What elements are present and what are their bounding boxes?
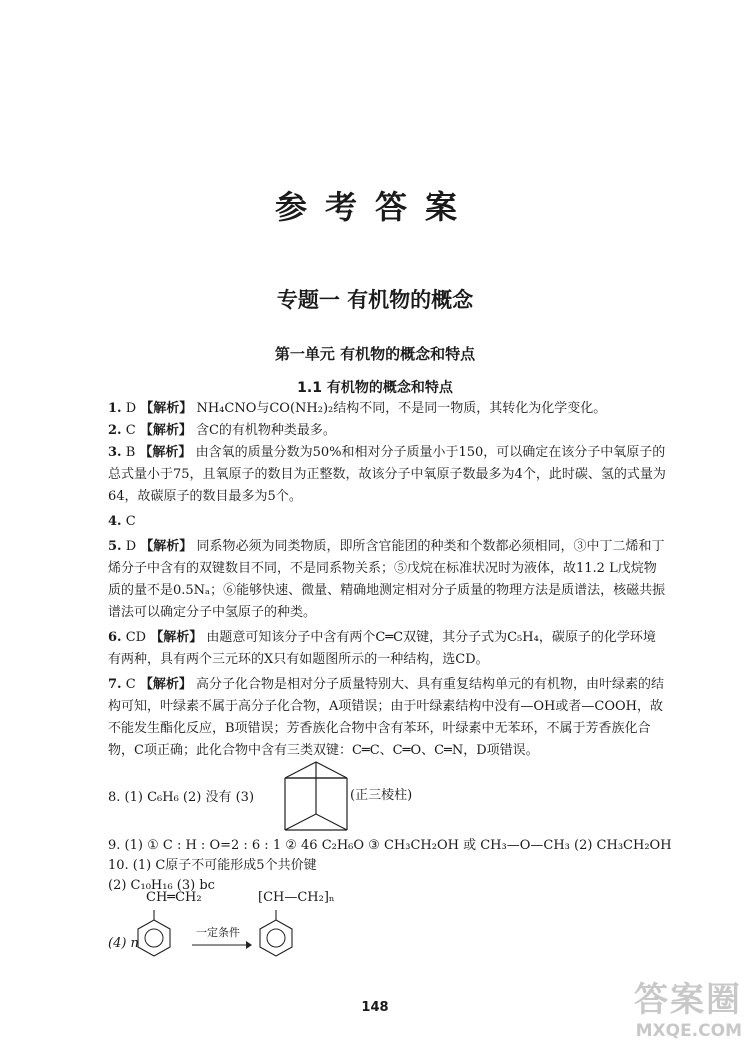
answer-item-8: 8. (1) C₆H₆ (2) 没有 (3) (正三棱柱) xyxy=(108,760,668,840)
answer-item: 3. B 【解析】 由含氧的质量分数为50%和相对分子质量小于150，可以确定在该分子中氧原子的总式量小于75，且氧原子的数目为正整数，故该分子中氧原子数最多为4个，此时碳、氢的式量为64，故碳原子的数目最多为5个。 xyxy=(108,445,666,504)
answer-item-10-2: (2) C₁₀H₁₆ (3) bc xyxy=(108,878,215,893)
polymerization-reaction xyxy=(108,890,408,980)
polymer-repeat-unit: [CH—CH₂]ₙ xyxy=(258,890,335,905)
reaction-arrow-icon xyxy=(192,940,252,950)
answer-items-9-10 xyxy=(108,836,678,896)
answer-item-10-1: 10. (1) C原子不可能形成5个共价键 xyxy=(108,858,317,873)
answer-item: 7. C 【解析】 高分子化合物是相对分子质量特别大、具有重复结构单元的有机物，由叶绿素的结构可知，叶绿素不属于高分子化合物，A项错误；由于叶绿素结构中没有—OH或者—COOH，故不能发生酯化反应，B项错误；芳香族化合物中含有苯环，叶绿素中无苯环，不属于芳香族化合物，C项正确；此化合物中含有三类双键：C═C、C═O、C═N，D项错误。 xyxy=(108,677,664,758)
page-title: 参考答案 xyxy=(274,188,475,226)
chapter-heading: 专题一 有机物的概念 xyxy=(276,288,474,312)
polystyrene-benzene-ring xyxy=(258,910,302,964)
page-number: 148 xyxy=(361,1000,389,1015)
answer-item: 4. C xyxy=(108,514,136,529)
watermark-text: 答案圈 xyxy=(634,980,742,1020)
styrene-benzene-ring xyxy=(136,910,180,964)
answer-item: 5. D 【解析】 同系物必须为同类物质，即所含官能团的种类和个数都必须相同，③中丁二烯和丁烯分子中含有的双键数目不同，不是同系物关系；⑤戊烷在标准状况时为液体，故11.2 L戊烷物质的量不是0.5Nₐ；⑥能够快速、微量、精确地测定相对分子质量的物理方法是质谱法，核磁共振谱法可以确定分子中氢原子的种类。 xyxy=(108,539,666,620)
reaction-condition: 一定条件 xyxy=(196,926,240,939)
reaction-prefix: (4) n xyxy=(108,936,139,951)
unit-heading: 第一单元 有机物的概念和特点 xyxy=(274,345,476,363)
prism-figure xyxy=(283,760,349,840)
answer-item: 1. D 【解析】 NH₄CNO与CO(NH₂)₂结构不同，不是同一物质，其转化为化学变化。 xyxy=(108,401,607,416)
watermark-logo xyxy=(634,972,742,1041)
monomer-vinyl-group: CH═CH₂ xyxy=(146,890,202,905)
watermark-url: MXQE.COM xyxy=(635,1021,742,1041)
answer-item: 6. CD 【解析】 由题意可知该分子中含有两个C═C双键，其分子式为C₅H₄，碳原子的化学环境有两种，具有两个三元环的X只有如题图所示的一种结构，选CD。 xyxy=(108,630,656,667)
answer-item-9: 9. (1) ① C : H : O=2 : 6 : 1 ② 46 C₂H₆O ③ CH₃CH₂OH 或 CH₃—O—CH₃ (2) CH₃CH₂OH xyxy=(108,838,672,853)
answer-item: 2. C 【解析】 含C的有机物种类最多。 xyxy=(108,423,336,438)
section-heading: 1.1 有机物的概念和特点 xyxy=(297,380,453,396)
answer-list xyxy=(108,398,668,762)
